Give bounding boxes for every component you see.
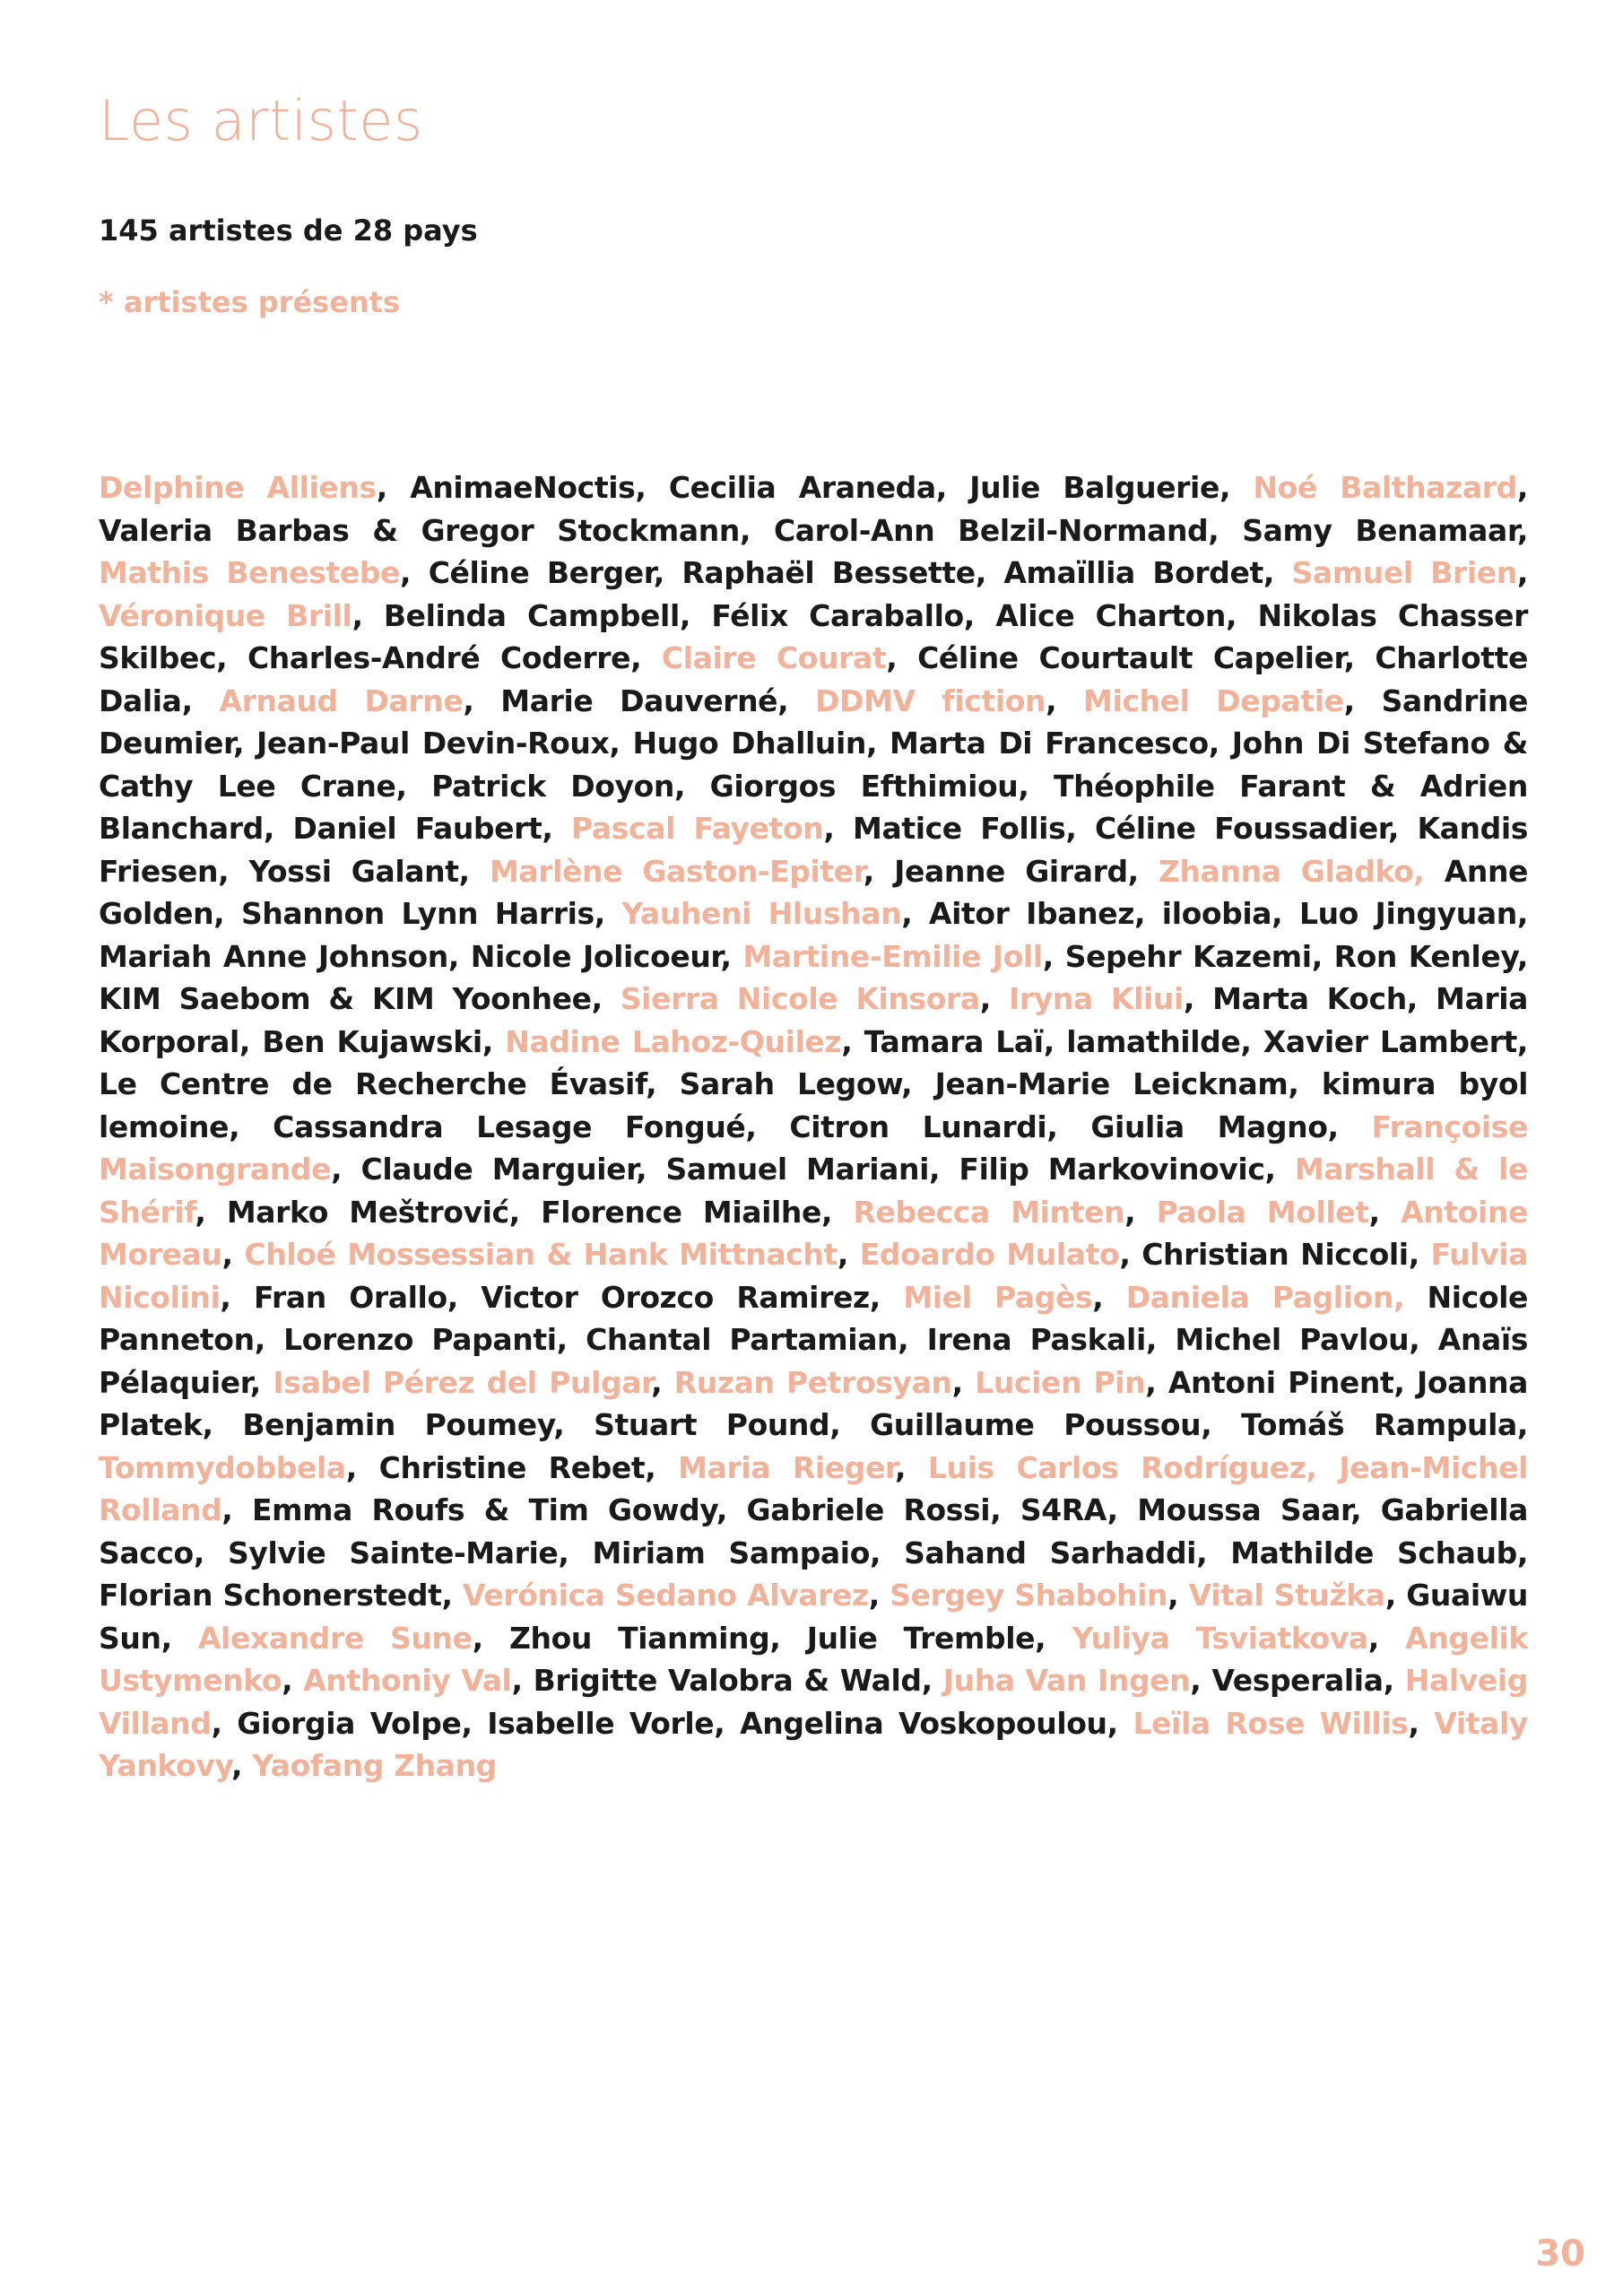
artist-name: Charles-André Coderre — [247, 640, 631, 675]
artist-name: Sepehr Kazemi — [1064, 938, 1312, 974]
artist-name: Sandrine Deumier — [99, 683, 1528, 761]
artist-name: Stuart Pound — [594, 1407, 830, 1442]
artist-name: Michel Depatie — [1083, 683, 1344, 718]
artist-name: Zhou Tianming — [508, 1620, 770, 1656]
artist-name: Isabelle Vorle — [487, 1705, 715, 1741]
artist-name: Rebecca Minten — [853, 1194, 1125, 1230]
artist-name: Vesperalia — [1211, 1663, 1384, 1698]
artist-list: Delphine Alliens, AnimaeNoctis, Cecilia Araneda, Julie Balguerie, Noé Balthazard, Valeria Barbas & Gregor Stockmann, Carol-Ann Belzil-Normand, Samy Benamaar, Mathis Benestebe, Céline Berger, Raphaël Bessette, Amaïllia Bordet, Samuel Brien, Véronique Brill, Belinda Campbell, Félix Caraballo, Alice Charton, Nikolas Chasser Skilbec, Charles-André Coderre, Claire Courat, Céline Courtault Capelier, Charlotte Dalia, Arnaud Darne, Marie Dauverné, DDMV fiction, Michel Depatie, Sandrine Deumier, Jean-Paul Devin-Roux, Hugo Dhalluin, Marta Di Francesco, John Di Stefano & Cathy Lee Crane, Patrick Doyon, Giorgos Efthimiou, Théophile Farant & Adrien Blanchard, Daniel Faubert, Pascal Fayeton, Matice Follis, Céline Foussadier, Kandis Friesen, Yossi Galant, Marlène Gaston-Epiter, Jeanne Girard, Zhanna Gladko, Anne Golden, Shannon Lynn Harris, Yauheni Hlushan, Aitor Ibanez, iloobia, Luo Jingyuan, Mariah Anne Johnson, Nicole Jolicoeur, Martine-Emilie Joll, Sepehr Kazemi, Ron Kenley, KIM Saebom & KIM Yoonhee, Sierra Nicole Kinsora, Iryna Kliui, Marta Koch, Maria Korporal, Ben Kujawski, Nadine Lahoz-Quilez, Tamara Laï, lamathilde, Xavier Lambert, Le Centre de Recherche Évasif, Sarah Legow, Jean-Marie Leicknam, kimura byol lemoine, Cassandra Lesage Fongué, Citron Lunardi, Giulia Magno, Françoise Maisongrande, Claude Marguier, Samuel Mariani, Filip Markovinovic, Marshall & le Shérif, Marko Meštrović, Florence Miailhe, Rebecca Minten, Paola Mollet, Antoine Moreau, Chloé Mossessian & Hank Mittnacht, Edoardo Mulato, Christian Niccoli, Fulvia Nicolini, Fran Orallo, Victor Orozco Ramirez, Miel Pagès, Daniela Paglion, Nicole Panneton, Lorenzo Papanti, Chantal Partamian, Irena Paskali, Michel Pavlou, Anaïs Pélaquier, Isabel Pérez del Pulgar, Ruzan Petrosyan, Lucien Pin, Antoni Pinent, Joanna Platek, Benjamin Poumey, Stuart Pound, Guillaume Poussou, Tomáš Rampula, Tommydobbela, Christine Rebet, Maria Rieger, Luis Carlos Rodríguez, Jean-Michel Rolland, Emma Roufs & Tim Gowdy, Gabriele Rossi, S4RA, Moussa Saar, Gabriella Sacco, Sylvie Sainte-Marie, Miriam Sampaio, Sahand Sarhaddi, Mathilde Schaub, Florian Schonerstedt, Verónica Sedano Alvarez, Sergey Shabohin, Vital Stužka, Guaiwu Sun, Alexandre Sune, Zhou Tianming, Julie Tremble, Yuliya Tsviatkova, Angelik Ustymenko, Anthoniy Val, Brigitte Valobra & Wald, Juha Van Ingen, Vesperalia, Halveig Villand, Giorgia Volpe, Isabelle Vorle, Angelina Voskopoulou, Leïla Rose Willis, Vitaly Yankovy, Yaofang Zhang — [99, 470, 1529, 1783]
artist-name: Sahand Sarhaddi — [904, 1535, 1197, 1570]
artist-name: Vital Stužka — [1188, 1578, 1385, 1613]
artist-name: Marko Meštrović — [226, 1194, 509, 1230]
present-artists-legend: * artistes présents — [99, 285, 401, 319]
artist-name: Paola Mollet — [1156, 1194, 1369, 1230]
artist-name: Filip Markovinovic — [959, 1152, 1265, 1187]
artist-name: Chloé Mossessian & Hank Mittnacht — [244, 1237, 838, 1272]
artist-name: Giorgos Efthimiou — [709, 768, 1019, 804]
artist-name: Raphaël Bessette — [681, 555, 976, 590]
artist-name: Jean-Paul Devin-Roux — [256, 726, 610, 761]
artist-name: Marlène Gaston-Epiter — [489, 853, 864, 889]
artist-name: Julie Balguerie — [969, 470, 1219, 505]
artist-name: Michel Pavlou — [1175, 1322, 1410, 1357]
artist-name: S4RA — [1020, 1492, 1107, 1527]
artist-name: Céline Berger — [428, 555, 654, 590]
artist-name: Marta Koch — [1212, 981, 1407, 1016]
artist-name: Arnaud Darne — [219, 683, 464, 718]
artist-name: Sylvie Sainte-Marie — [227, 1535, 559, 1570]
artist-name: Anne Golden — [99, 853, 1529, 931]
artist-name: Carol-Ann Belzil-Normand — [773, 512, 1209, 548]
artist-name: Matice Follis — [853, 811, 1066, 846]
artist-name: Maria Korporal — [99, 981, 1528, 1059]
artist-name: Fulvia Nicolini — [99, 1237, 1528, 1315]
artist-name: Samuel Brien — [1291, 555, 1517, 590]
artist-name: Verónica Sedano Alvarez — [463, 1578, 869, 1613]
artist-name: Halveig Villand — [99, 1663, 1528, 1741]
artist-name: Céline Courtault Capelier — [917, 640, 1344, 675]
artist-name: Angelik Ustymenko — [99, 1620, 1528, 1698]
artist-name: Nikolas Chasser Skilbec — [99, 597, 1528, 675]
artist-name: Fran Orallo — [253, 1279, 447, 1315]
artist-name: Yuliya Tsviatkova — [1072, 1620, 1368, 1656]
artist-name: Jeanne Girard — [894, 853, 1128, 889]
artist-name: Ben Kujawski — [262, 1023, 482, 1059]
artist-name: Benjamin Poumey — [242, 1407, 554, 1442]
artist-name: Edoardo Mulato — [859, 1237, 1120, 1272]
artist-name: Alexandre Sune — [197, 1620, 473, 1656]
artist-name: Giorgia Volpe — [237, 1705, 462, 1741]
artist-name: Guillaume Poussou — [870, 1407, 1202, 1442]
page-number: 30 — [1535, 2233, 1585, 2274]
artist-name: Julie Tremble — [806, 1620, 1036, 1656]
artist-name: Samy Benamaar — [1242, 512, 1517, 548]
artist-name: Vitaly Yankovy — [99, 1705, 1529, 1783]
artist-name: Antoni Pinent — [1167, 1364, 1394, 1400]
artist-name: Maria Rieger — [678, 1449, 895, 1485]
artist-name: Tommydobbela — [99, 1449, 346, 1485]
artist-name: Lucien Pin — [975, 1364, 1146, 1400]
artist-name: Belinda Campbell — [383, 597, 680, 633]
artist-name: Brigitte Valobra & Wald — [533, 1663, 922, 1698]
artist-name: Joanna Platek — [99, 1364, 1529, 1442]
artist-name: Patrick Doyon — [431, 768, 675, 804]
artist-name: Juha Van Ingen — [942, 1663, 1191, 1698]
artist-name: Cecilia Araneda — [668, 470, 936, 505]
artist-name: Jean-Marie Leicknam — [934, 1066, 1289, 1101]
artist-name: Isabel Pérez del Pulgar — [273, 1364, 652, 1400]
artist-name: Leïla Rose Willis — [1133, 1705, 1409, 1741]
artist-name: iloobia — [1161, 896, 1272, 931]
artist-name: Claire Courat — [661, 640, 887, 675]
artist-name: Shannon Lynn Harris — [240, 896, 595, 931]
artist-name: Anthoniy Val — [303, 1663, 512, 1698]
artist-name: Kandis Friesen — [99, 811, 1528, 889]
artist-name: Claude Marguier — [360, 1152, 637, 1187]
artist-name: Delphine Alliens — [99, 470, 377, 505]
artist-name: Nicole Panneton — [99, 1279, 1529, 1357]
artist-name: Antoine Moreau — [99, 1194, 1528, 1272]
artist-name: Sarah Legow — [679, 1066, 902, 1101]
artist-name: Hugo Dhalluin — [632, 726, 866, 761]
artist-name: Pascal Fayeton — [571, 811, 824, 846]
artist-name: Miel Pagès — [903, 1279, 1093, 1315]
artist-name: Martine-Emilie Joll — [742, 938, 1043, 974]
artist-name: Valeria Barbas & Gregor Stockmann — [99, 512, 740, 548]
artist-name: Félix Caraballo — [711, 597, 964, 633]
artist-name: Giulia Magno — [1090, 1109, 1328, 1144]
artist-name: Daniel Faubert — [292, 811, 542, 846]
artist-name: DDMV fiction — [815, 683, 1046, 718]
artist-name: Mathis Benestebe — [99, 555, 401, 590]
page-title: Les artistes — [99, 88, 423, 153]
artist-name: Angelina Voskopoulou — [740, 1705, 1107, 1741]
artist-name: Véronique Brill — [99, 597, 352, 633]
artist-name: Ruzan Petrosyan — [673, 1364, 952, 1400]
artist-name: Christine Rebet — [378, 1449, 646, 1485]
artist-name: Noé Balthazard — [1253, 470, 1517, 505]
artist-name: Christian Niccoli — [1141, 1237, 1409, 1272]
artist-name: Aitor Ibanez — [928, 896, 1135, 931]
artist-name: Iryna Kliui — [1009, 981, 1184, 1016]
artist-name: Céline Foussadier — [1094, 811, 1388, 846]
artist-name: Moussa Saar — [1137, 1492, 1351, 1527]
artist-name: Samuel Mariani — [665, 1152, 929, 1187]
artist-name: Ron Kenley — [1333, 938, 1517, 974]
artist-name: Xavier Lambert — [1263, 1023, 1517, 1059]
artist-name: Yaofang Zhang — [252, 1748, 497, 1783]
artist-name: Yossi Galant — [248, 853, 459, 889]
artist-name: AnimaeNoctis — [410, 470, 636, 505]
artist-name: Françoise Maisongrande — [99, 1109, 1528, 1187]
artist-name: Sergey Shabohin — [890, 1578, 1168, 1613]
artist-name: Amaïllia Bordet — [1003, 555, 1263, 590]
artist-name: Anaïs Pélaquier — [99, 1322, 1528, 1400]
artist-name: Gabriele Rossi — [746, 1492, 991, 1527]
artist-name: Citron Lunardi — [789, 1109, 1047, 1144]
artist-name: kimura byol lemoine — [99, 1066, 1529, 1144]
artist-name: Nicole Jolicoeur — [470, 938, 721, 974]
artist-name: Irena Paskali — [926, 1322, 1146, 1357]
artist-name: Charlotte Dalia — [99, 640, 1528, 718]
artist-name: Chantal Partamian — [586, 1322, 898, 1357]
artist-name: Gabriella Sacco — [99, 1492, 1528, 1570]
artist-name: Daniela Paglion, — [1125, 1279, 1405, 1315]
artist-name: Luo Jingyuan — [1298, 896, 1517, 931]
artist-name: Théophile Farant & Adrien Blanchard — [99, 768, 1529, 846]
artist-name: Tomáš Rampula — [1241, 1407, 1517, 1442]
artist-name: Florence Miailhe — [541, 1194, 822, 1230]
artist-name: lamathilde — [1066, 1023, 1241, 1059]
artist-name: Le Centre de Recherche Évasif — [99, 1066, 647, 1101]
artist-name: Victor Orozco Ramirez — [481, 1279, 870, 1315]
artist-name: Cassandra Lesage Fongué — [273, 1109, 746, 1144]
artist-name: Guaiwu Sun — [99, 1578, 1528, 1656]
artist-name: Sierra Nicole Kinsora — [620, 981, 980, 1016]
artist-name: Nadine Lahoz-Quilez — [505, 1023, 842, 1059]
artist-count-subtitle: 145 artistes de 28 pays — [99, 213, 478, 248]
artist-name: Zhanna Gladko, — [1159, 853, 1425, 889]
artist-name: Marshall & le Shérif — [99, 1152, 1528, 1230]
artist-name: Mathilde Schaub — [1230, 1535, 1517, 1570]
artist-name: John Di Stefano & Cathy Lee Crane — [99, 726, 1528, 804]
artist-name: Miriam Sampaio — [592, 1535, 870, 1570]
artist-name: Luis Carlos Rodríguez, Jean-Michel Rolland — [99, 1449, 1529, 1527]
artist-name: Lorenzo Papanti — [283, 1322, 557, 1357]
artist-name: Alice Charton — [995, 597, 1227, 633]
artist-name: Marta Di Francesco — [890, 726, 1209, 761]
artist-name: KIM Saebom & KIM Yoonhee — [99, 981, 592, 1016]
artist-name: Tamara Laï — [864, 1023, 1044, 1059]
artist-name: Marie Dauverné — [500, 683, 778, 718]
artist-name: Mariah Anne Johnson — [99, 938, 448, 974]
artist-name: Emma Roufs & Tim Gowdy — [251, 1492, 716, 1527]
artist-name: Yauheni Hlushan — [621, 896, 902, 931]
artist-name: Florian Schonerstedt — [99, 1578, 442, 1613]
